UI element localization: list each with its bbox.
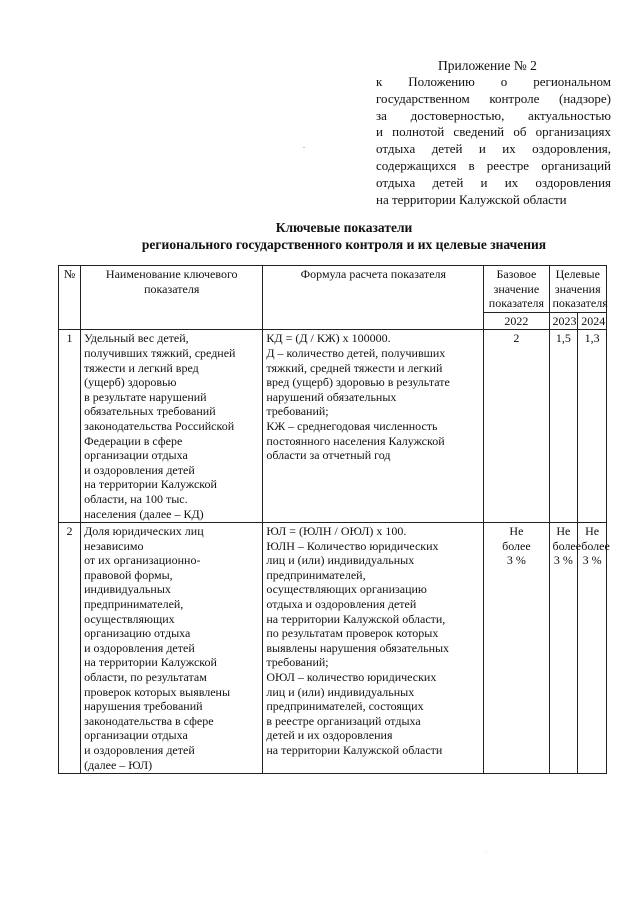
- name-line: индивидуальных: [84, 582, 171, 597]
- value-line: 1,5: [555, 331, 571, 346]
- header-base-year: 2022: [484, 312, 549, 330]
- name-line: на территории Калужской: [84, 655, 217, 670]
- name-line: в результате нарушений: [84, 389, 207, 404]
- row-value-2024: [578, 330, 607, 523]
- name-line: и оздоровления детей: [84, 462, 195, 477]
- table-header-row: [59, 266, 607, 313]
- annex-line: к Положению о региональном: [376, 74, 611, 89]
- formula-line: лиц и (или) индивидуальных: [266, 553, 415, 568]
- name-line: предпринимателей,: [84, 597, 184, 612]
- kpi-table: [58, 265, 610, 774]
- row-name: [81, 330, 263, 523]
- name-line: от их организационно-: [84, 553, 201, 568]
- row-value-2023: [549, 330, 578, 523]
- header-base-line: показателя: [488, 296, 545, 311]
- name-line: законодательства Российской: [84, 418, 235, 433]
- formula-line: на территории Калужской области,: [266, 611, 446, 626]
- value-line: 3 %: [553, 553, 573, 568]
- annex-text: [376, 74, 611, 208]
- header-name-line: показателя: [144, 281, 200, 296]
- header-base-line: Базовое: [496, 267, 537, 281]
- formula-line: КЖ – среднегодовая численность: [266, 418, 438, 433]
- formula-line: ОЮЛ – количество юридических: [266, 670, 437, 685]
- formula-line: отдыха и оздоровления детей: [266, 597, 417, 612]
- name-line: Доля юридических лиц: [84, 524, 204, 539]
- name-line: осуществляющих: [84, 611, 175, 626]
- formula-line: в реестре организаций отдыха: [266, 713, 421, 728]
- header-year-2023: 2023: [549, 312, 578, 330]
- header-target: [549, 266, 607, 313]
- header-formula: Формула расчета показателя: [263, 266, 484, 330]
- formula-line: нарушений обязательных: [266, 389, 397, 404]
- header-target-line: значения: [554, 281, 601, 296]
- value-line: более: [502, 538, 531, 553]
- name-line: населения (далее – КД): [84, 506, 204, 521]
- value-line: Не: [585, 524, 600, 539]
- name-line: и оздоровления детей: [84, 640, 195, 655]
- formula-line: осуществляющих организацию: [266, 582, 427, 597]
- name-line: тяжести и легкий вред: [84, 360, 199, 375]
- header-target-line: показателя: [552, 296, 608, 311]
- scan-speck: .: [486, 848, 488, 854]
- header-base-line: значение: [493, 281, 540, 296]
- name-line: получивших тяжкий, средней: [84, 345, 236, 360]
- formula-line: области за отчетный год: [266, 448, 391, 463]
- value-line: более: [552, 538, 582, 553]
- formula-line: вред (ущерб) здоровью в результате: [266, 375, 450, 390]
- header-num: №: [59, 266, 81, 330]
- header-name: [81, 266, 263, 330]
- value-line: Не: [556, 524, 571, 539]
- value-line: 1,3: [584, 331, 600, 346]
- name-line: Федерации в сфере: [84, 433, 183, 448]
- scan-speck: .: [303, 141, 305, 150]
- formula-line: лиц и (или) индивидуальных: [266, 684, 415, 699]
- formula-line: требований;: [266, 404, 329, 419]
- row-name: [81, 523, 263, 774]
- annex-title: Приложение № 2: [438, 58, 537, 73]
- formula-line: тяжкий, средней тяжести и легкий: [266, 360, 443, 375]
- formula-line: постоянного населения Калужской: [266, 433, 445, 448]
- name-line: (далее – ЮЛ): [84, 757, 153, 772]
- formula-line: по результатам проверок которых: [266, 626, 439, 641]
- name-line: Удельный вес детей,: [84, 331, 189, 346]
- name-line: независимо: [84, 538, 144, 553]
- formula-line: Д – количество детей, получивших: [266, 345, 446, 360]
- heading-line-1: Ключевые показатели: [275, 220, 413, 235]
- name-line: законодательства в сфере: [84, 713, 214, 728]
- name-line: организацию отдыха: [84, 626, 191, 641]
- table-row: [59, 523, 607, 774]
- name-line: организации отдыха: [84, 728, 188, 743]
- formula-line: на территории Калужской области: [266, 743, 443, 757]
- value-line: более: [581, 538, 610, 553]
- name-line: и оздоровления детей: [84, 743, 195, 757]
- annex-line: государственном контроле (надзоре): [376, 90, 611, 106]
- header-base: [484, 266, 549, 313]
- row-value-2023: [549, 523, 582, 774]
- formula-line: детей и их оздоровления: [266, 728, 393, 743]
- annex-line: на территории Калужской области: [376, 191, 567, 207]
- name-line: организации отдыха: [84, 448, 188, 463]
- name-line: (ущерб) здоровью: [84, 375, 177, 390]
- formula-line: КД = (Д / КЖ) х 100000.: [266, 331, 391, 346]
- value-line: 3 %: [582, 553, 602, 568]
- formula-line: ЮЛН – Количество юридических: [266, 538, 439, 553]
- name-line: на территории Калужской: [84, 477, 217, 492]
- name-line: области, на 100 тыс.: [84, 491, 188, 506]
- formula-line: предпринимателей,: [266, 567, 366, 582]
- value-line: Не: [509, 524, 524, 539]
- header-name-line: Наименование ключевого: [105, 267, 238, 281]
- annex-line: отдыха детей и их оздоровления,: [376, 141, 611, 157]
- header-year-2024: 2024: [578, 312, 607, 330]
- row-base-value: [484, 523, 549, 774]
- row-num: 1: [59, 330, 81, 523]
- value-line: 3 %: [506, 553, 526, 568]
- name-line: обязательных требований: [84, 404, 216, 419]
- formula-line: предпринимателей, состоящих: [266, 699, 424, 714]
- heading-line-2: регионального государственного контроля и их целевые значения: [141, 237, 547, 252]
- table-row: [59, 330, 607, 523]
- formula-line: выявлены нарушения обязательных: [266, 640, 450, 655]
- formula-line: требований;: [266, 655, 329, 670]
- annex-line: и полнотой сведений об организациях: [376, 124, 611, 140]
- annex-line: отдыха детей и их оздоровления: [376, 174, 611, 190]
- row-value-2024: [578, 523, 610, 774]
- name-line: нарушения требований: [84, 699, 203, 714]
- document-heading: [40, 219, 640, 253]
- name-line: области, по результатам: [84, 670, 207, 685]
- name-line: правовой формы,: [84, 567, 173, 582]
- annex-line: содержащихся в реестре организаций: [376, 157, 611, 173]
- value-line: 2: [513, 331, 520, 346]
- formula-line: ЮЛ = (ЮЛН / ОЮЛ) х 100.: [266, 524, 407, 539]
- header-target-line: Целевые: [555, 267, 600, 281]
- row-formula: [263, 330, 484, 523]
- row-num: 2: [59, 523, 81, 774]
- name-line: проверок которых выявлены: [84, 684, 231, 699]
- row-base-value: [484, 330, 549, 523]
- row-formula: [263, 523, 484, 774]
- annex-line: за достоверностью, актуальностью: [376, 107, 611, 123]
